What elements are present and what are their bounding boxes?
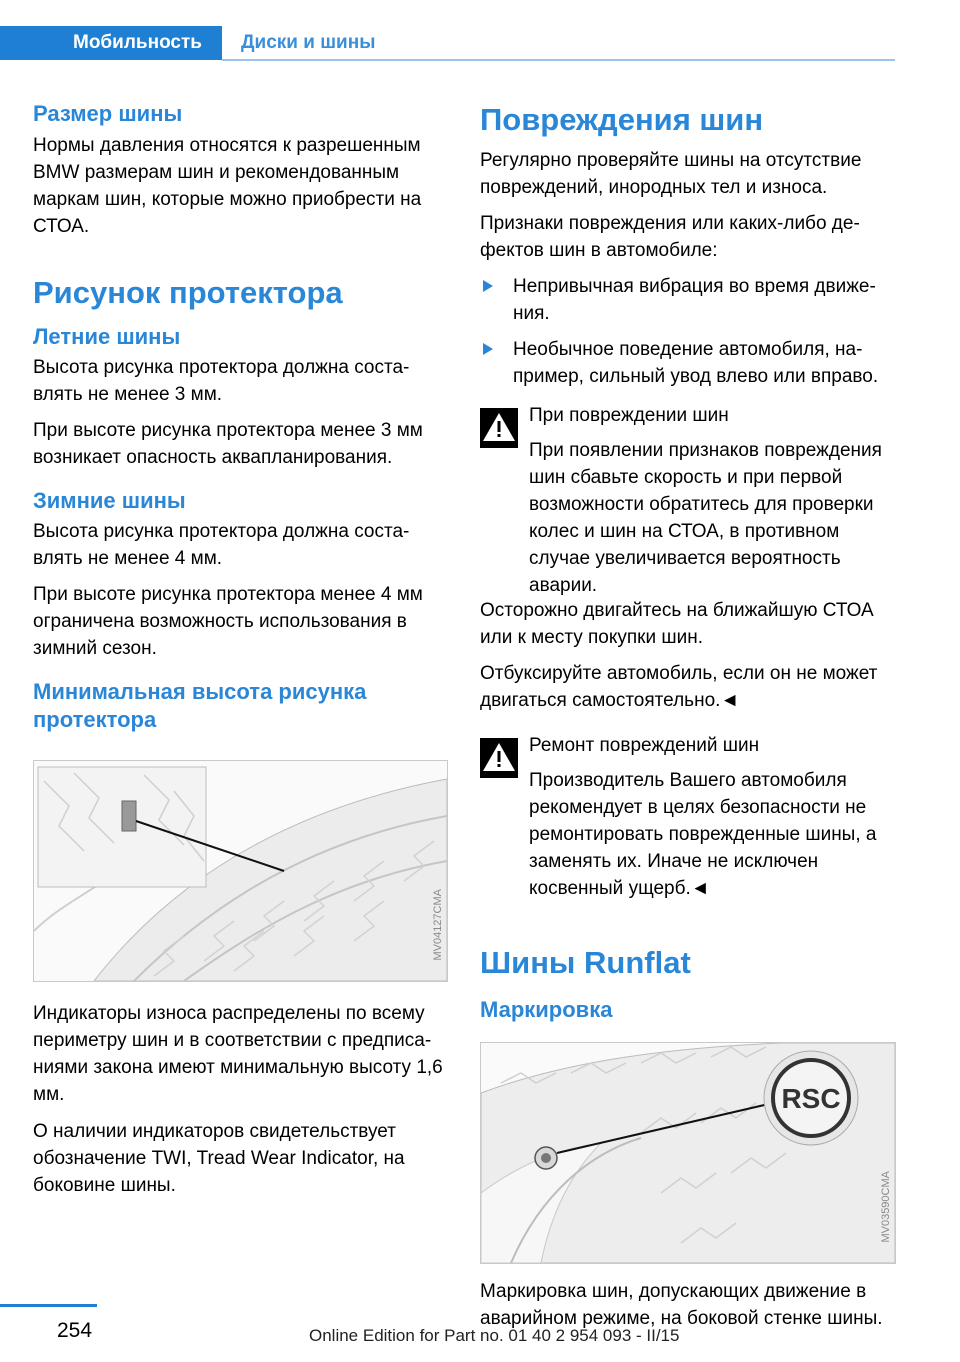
damage-text-1: Регулярно проверяйте шины на отсутствие повреждений, инородных тел и износа. (480, 150, 862, 198)
figure-code-left: MV04127CMA (432, 889, 444, 961)
marking-text: Маркировка шин, допускающих движение в аварийном режиме, на боковой стенке шины. (480, 1281, 883, 1329)
min-tread-heading: Минимальная высота рисунка протектора (33, 679, 367, 732)
bullet-text: Непривычная вибрация во время движения. (513, 276, 876, 324)
warning-block-damage (480, 402, 895, 599)
figure-code-right: MV03590CMA (880, 1171, 892, 1243)
warning-block-repair (480, 732, 895, 902)
left-column (33, 100, 448, 1199)
damage-text-2: Признаки повреждения или каких-либо дефектов шин в автомобиле: (480, 213, 860, 261)
warning-text: При появлении признаков повреждения шин сбавьте скорость и при первой возможности обратитесь для проверки колес и шин на СТОА, в противном случае увеличивается вероятность аварии. (529, 440, 882, 596)
winter-text-1: Высота рисунка протектора должна составлять не менее 4 мм. (33, 521, 410, 569)
summer-text-1: Высота рисунка протектора должна составлять не менее 3 мм. (33, 357, 410, 405)
runflat-marking-figure (480, 1042, 896, 1264)
tread-heading: Рисунок протектора (33, 275, 343, 310)
header-tabs (0, 26, 895, 60)
tire-tread-illustration (34, 761, 447, 981)
winter-text-2: При высоте рисунка протектора менее 4 мм ограничена возможность использования в зимний сезон. (33, 584, 423, 659)
damage-text-4: Отбуксируйте автомобиль, если он не может двигаться самостоятельно.◄ (480, 663, 878, 711)
min-text-2: О наличии индикаторов свидетельствует обозначение TWI, Tread Wear Indicator, на боковине шины. (33, 1121, 405, 1196)
page-number: 254 (57, 1319, 93, 1342)
tab-mobility[interactable]: Мобильность (0, 26, 222, 60)
runflat-heading: Шины Runflat (480, 945, 691, 980)
tab-wheels-tires[interactable]: Диски и шины (241, 32, 376, 53)
warning-title: Ремонт повреждений шин (529, 735, 760, 756)
warning-icon (480, 408, 518, 448)
damage-text-3: Осторожно двигайтесь на ближайшую СТОА или к месту покупки шин. (480, 600, 874, 648)
summer-tires-heading: Летние шины (33, 324, 181, 349)
bullet-triangle-icon (483, 280, 493, 292)
tread-wear-figure (33, 760, 448, 982)
list-item (480, 336, 895, 390)
tire-size-text: Нормы давления относятся к разрешенным BMW размерам шин и рекомендованным маркам шин, которые можно приобрести на СТОА. (33, 135, 422, 237)
marking-heading: Маркировка (480, 997, 613, 1022)
warning-text: Производитель Вашего автомобиля рекомендует в целях безопасности не ремонтировать поврежденные шины, а заменять их. Иначе не исключен косвенный ущерб.◄ (529, 770, 877, 899)
list-item (480, 273, 895, 327)
bullet-triangle-icon (483, 343, 493, 355)
bullet-text: Необычное поведение автомобиля, например, сильный увод влево или вправо. (513, 339, 879, 387)
winter-tires-heading: Зимние шины (33, 488, 186, 513)
damage-heading: Повреждения шин (480, 102, 764, 137)
runflat-tire-illustration (481, 1043, 895, 1263)
min-text-1: Индикаторы износа распределены по всему периметру шин и в соответствии с предписаниями закона имеют минимальную высоту 1,6 мм. (33, 1003, 443, 1105)
rsc-label: RSC (781, 1083, 841, 1114)
tire-size-heading: Размер шины (33, 101, 183, 126)
warning-icon (480, 738, 518, 778)
warning-title: При повреждении шин (529, 405, 729, 426)
footer-edition: Online Edition for Part no. 01 40 2 954 093 - II/15 (309, 1326, 680, 1345)
footer-accent-line (0, 1304, 97, 1307)
summer-text-2: При высоте рисунка протектора менее 3 мм возникает опасность аквапланирования. (33, 420, 423, 468)
right-column (480, 101, 895, 1332)
header-divider (222, 59, 895, 61)
